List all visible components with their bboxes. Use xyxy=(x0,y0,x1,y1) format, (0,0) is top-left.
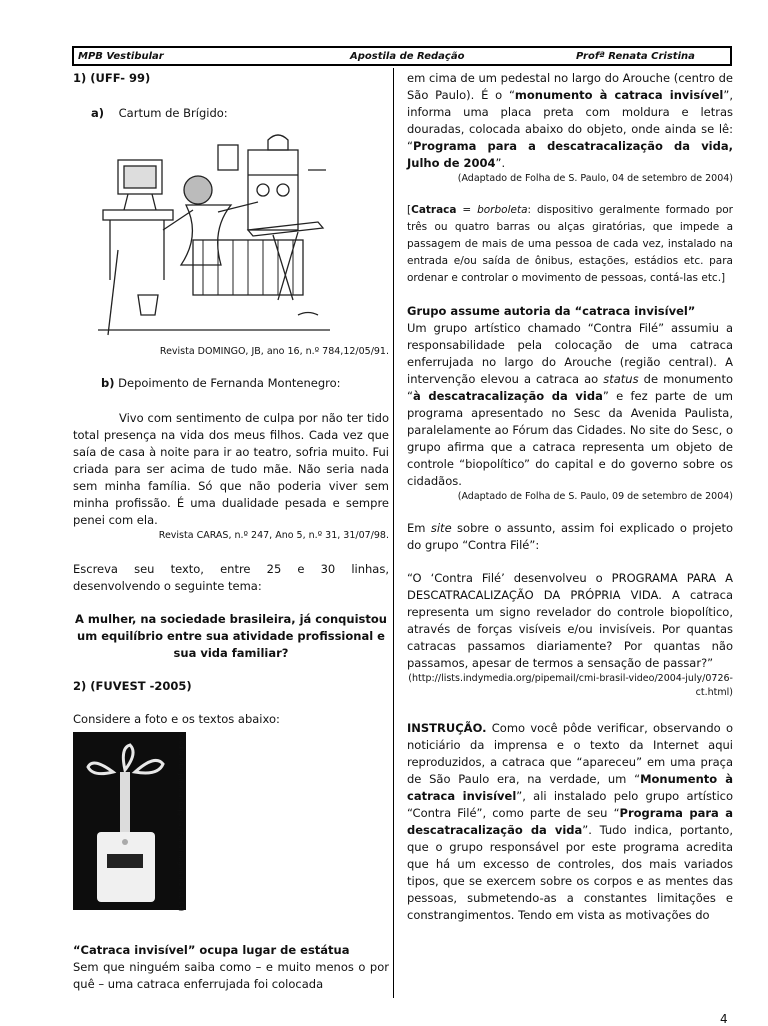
cartoon-drawing xyxy=(98,130,330,342)
article-1-continued: em cima de um pedestal no largo do Arouche (centro de São Paulo). É o “monumento à catraca invisível”, informa uma placa preta com moldura e letras douradas, colocada abaixo do objeto, onde ainda se lê: “Programa para a descatracalização da vida, Julho de 2004”. xyxy=(407,71,733,170)
item-b xyxy=(73,375,389,392)
article-1-start: Sem que ninguém saiba como – e muito menos o por quê – uma catraca enferrujada foi colocada xyxy=(73,960,389,991)
contra-file-quote: “O ‘Contra Filé’ desenvolveu o PROGRAMA PARA A DESCATRACALIZAÇÃO DA PRÓPRIA VIDA. A catraca representa um signo revelador do controle biopolítico, através de forças visíveis e/ou invisíveis. Por quantas catracas passamos diariamente? Por quantas não passamos, apesar de termos a sensação de passar?” xyxy=(407,571,733,670)
header-teacher: Profª Renata Cristina xyxy=(576,51,695,62)
essay-instruction: Escreva seu texto, entre 25 e 30 linhas, desenvolvendo o seguinte tema: xyxy=(73,562,389,593)
quote-source: Revista CARAS, n.º 247, Ano 5, n.º 31, 31/07/98. xyxy=(158,530,389,541)
consider-text: Considere a foto e os textos abaixo: xyxy=(73,712,280,726)
article-1-title: “Catraca invisível” ocupa lugar de estátua xyxy=(73,943,350,957)
turnstile-drawing xyxy=(73,732,186,910)
page-number: 4 xyxy=(720,1012,728,1026)
catraca-definition: [Catraca = borboleta: dispositivo geralmente formado por três ou quatro barras ou alças giratórias, que impede a passagem de mais de uma pessoa de cada vez, instalado na entrada e/ou saída de ônibus, estações, estádios etc. para ordenar e controlar o movimento de pessoas, contá-las etc.] xyxy=(407,204,733,284)
photo-credit: Crédito foto: Jefferson Coppola / Folha Imagem (02 set. 04) xyxy=(177,734,184,912)
turnstile-photo xyxy=(73,732,186,910)
essay-theme: A mulher, na sociedade brasileira, já conquistou um equilíbrio entre sua atividade profissional e sua vida familiar? xyxy=(75,612,387,660)
header-title: Apostila de Redação xyxy=(350,51,465,62)
cartoon-source: Revista DOMINGO, JB, ano 16, n.º 784,12/05/91. xyxy=(159,346,389,357)
item-a xyxy=(73,105,389,122)
indymedia-source: (http://lists.indymedia.org/pipemail/cmi-brasil-video/2004-july/0726-ct.html) xyxy=(408,673,733,698)
item-a-text: Cartum de Brígido: xyxy=(118,106,228,120)
question-1-heading: 1) (UFF- 99) xyxy=(73,71,151,85)
site-intro: Em site sobre o assunto, assim foi explicado o projeto do grupo “Contra Filé”: xyxy=(407,521,733,552)
left-column xyxy=(73,70,389,993)
cartoon-image xyxy=(98,130,330,342)
right-column xyxy=(407,70,733,924)
question-2-heading: 2) (FUVEST -2005) xyxy=(73,679,192,693)
article-2-source: (Adaptado de Folha de S. Paulo, 09 de setembro de 2004) xyxy=(457,491,733,502)
page-header xyxy=(72,46,732,66)
article-2-title: Grupo assume autoria da “catraca invisível” xyxy=(407,304,696,318)
instruction-paragraph: INSTRUÇÃO. Como você pôde verificar, observando o noticiário da imprensa e o texto da Internet aqui reproduzidos, a catraca que “apareceu” em uma praça de São Paulo era, na verdade, um “Monumento à catraca invisível”, ali instalado pelo grupo artístico “Contra Filé”, como parte de seu “Programa para a descatracalização da vida”. Tudo indica, portanto, que o grupo responsável por este programa acredita que há um excesso de controles, dos mais variados tipos, que se exercem sobre os corpos e as mentes das pessoas, submetendo-as a constantes limitações e constrangimentos. Tendo em vista as motivações do xyxy=(407,721,734,922)
article-1-source: (Adaptado de Folha de S. Paulo, 04 de setembro de 2004) xyxy=(457,173,733,184)
item-a-label: a) xyxy=(91,106,105,120)
item-b-label: b) xyxy=(101,376,115,390)
montenegro-quote: Vivo com sentimento de culpa por não ter tido total presença na vida dos meus filhos. Cada vez que saía de casa à noite para ir ao teatro, sofria muito. Fui criada para ser acima de tudo mãe. Não seria nada sem minha família. Só que não poderia viver sem minha profissão. É uma dualidade pesada e sempre penei com ela. xyxy=(73,411,389,527)
item-b-text: Depoimento de Fernanda Montenegro: xyxy=(118,376,341,390)
header-course: MPB Vestibular xyxy=(78,51,164,62)
column-divider xyxy=(393,68,394,998)
article-2-body: Um grupo artístico chamado “Contra Filé” assumiu a responsabilidade pela colocação de uma catraca enferrujada no largo do Arouche (região central). A intervenção elevou a catraca ao status de monumento “à descatracalização da vida” e fez parte de um programa apresentado no Sesc da Avenida Paulista, paralelamente ao Fórum das Cidades. No site do Sesc, o grupo afirma que a catraca representa um objeto de controle “biopolítico” do capital e do governo sobre os cidadãos. xyxy=(407,321,734,488)
